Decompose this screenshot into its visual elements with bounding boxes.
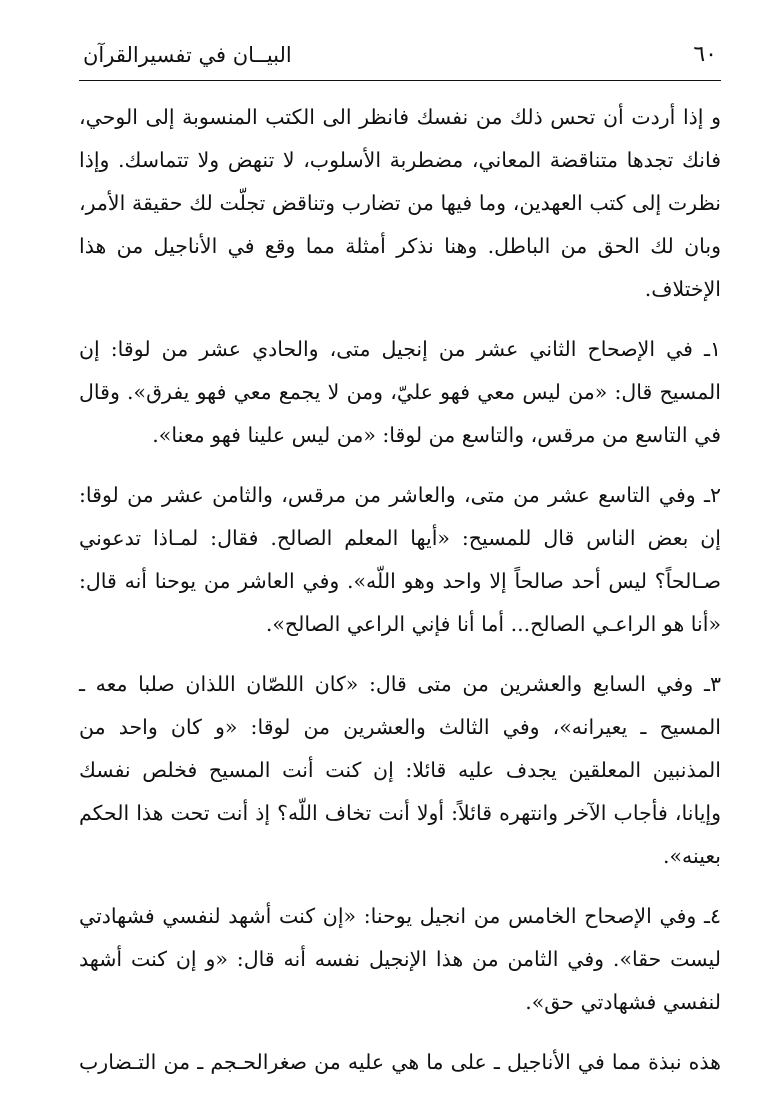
body-text xyxy=(79,96,721,1101)
page-header xyxy=(79,36,721,81)
paragraph-conclusion: هذه نبذة مما في الأناجيل ـ على ما هي عليه من صغرالحـجم ـ من التـضارب xyxy=(79,1050,721,1074)
paragraph-example-4: ٤ـ وفي الإصحاح الخامس من انجيل يوحنا: «إن كنت أشهد لنفسي فشهادتي ليست حقا». وفي الثامن من هذا الإنجيل نفسه أنه قال: «و إن كنت أشهد لنفسي فشهادتي حق». xyxy=(79,904,721,1014)
running-title: البيــان في تفسيرالقرآن xyxy=(83,43,292,67)
paragraph-example-3: ٣ـ وفي السابع والعشرين من متى قال: «كان اللصّان اللذان صلبا معه ـ المسيح ـ يعيرانه»، وفي الثالث والعشرين من لوقا: «و كان واحد من المذنبين المعلقين يجدف عليه قائلا: إن كنت أنت المسيح فخلص نفسك وإيانا، فأجاب الآخر وانتهره قائلاً: أولا أنت تخاف اللّه؟ إذ أنت تحت هذا الحكم بعينه». xyxy=(79,672,721,868)
paragraph-example-2: ٢ـ وفي التاسع عشر من متى، والعاشر من مرقس، والثامن عشر من لوقا: إن بعض الناس قال للمسيح: «أيها المعلم الصالح. فقال: لمـاذا تدعوني صـالحاً؟ ليس أحد صالحاً إلا واحد وهو اللّه». وفي العاشر من يوحنا أنه قال: «أنا هو الراعـي الصالح... أما أنا فإني الراعي الصالح». xyxy=(79,483,721,636)
paragraph-intro: و إذا أردت أن تحس ذلك من نفسك فانظر الى الكتب المنسوبة إلى الوحي، فانك تجدها متناقضة المعاني، مضطربة الأسلوب، لا تنهض ولا تتماسك. وإذا نظرت إلى كتب العهدين، وما فيها من تضارب وتناقض تجلّت لك حقيقة الأمر، وبان لك الحق من الباطل. وهنا نذكر أمثلة مما وقع في الأناجيل من هذا الإختلاف. xyxy=(79,105,721,301)
page-number: ٦٠ xyxy=(693,42,717,67)
paragraph-example-1: ١ـ في الإصحاح الثاني عشر من إنجيل متى، والحادي عشر من لوقا: إن المسيح قال: «من ليس معي فهو عليّ، ومن لا يجمع معي فهو يفرق». وقال في التاسع من مرقس، والتاسع من لوقا: «من ليس علينا فهو معنا». xyxy=(79,337,721,447)
